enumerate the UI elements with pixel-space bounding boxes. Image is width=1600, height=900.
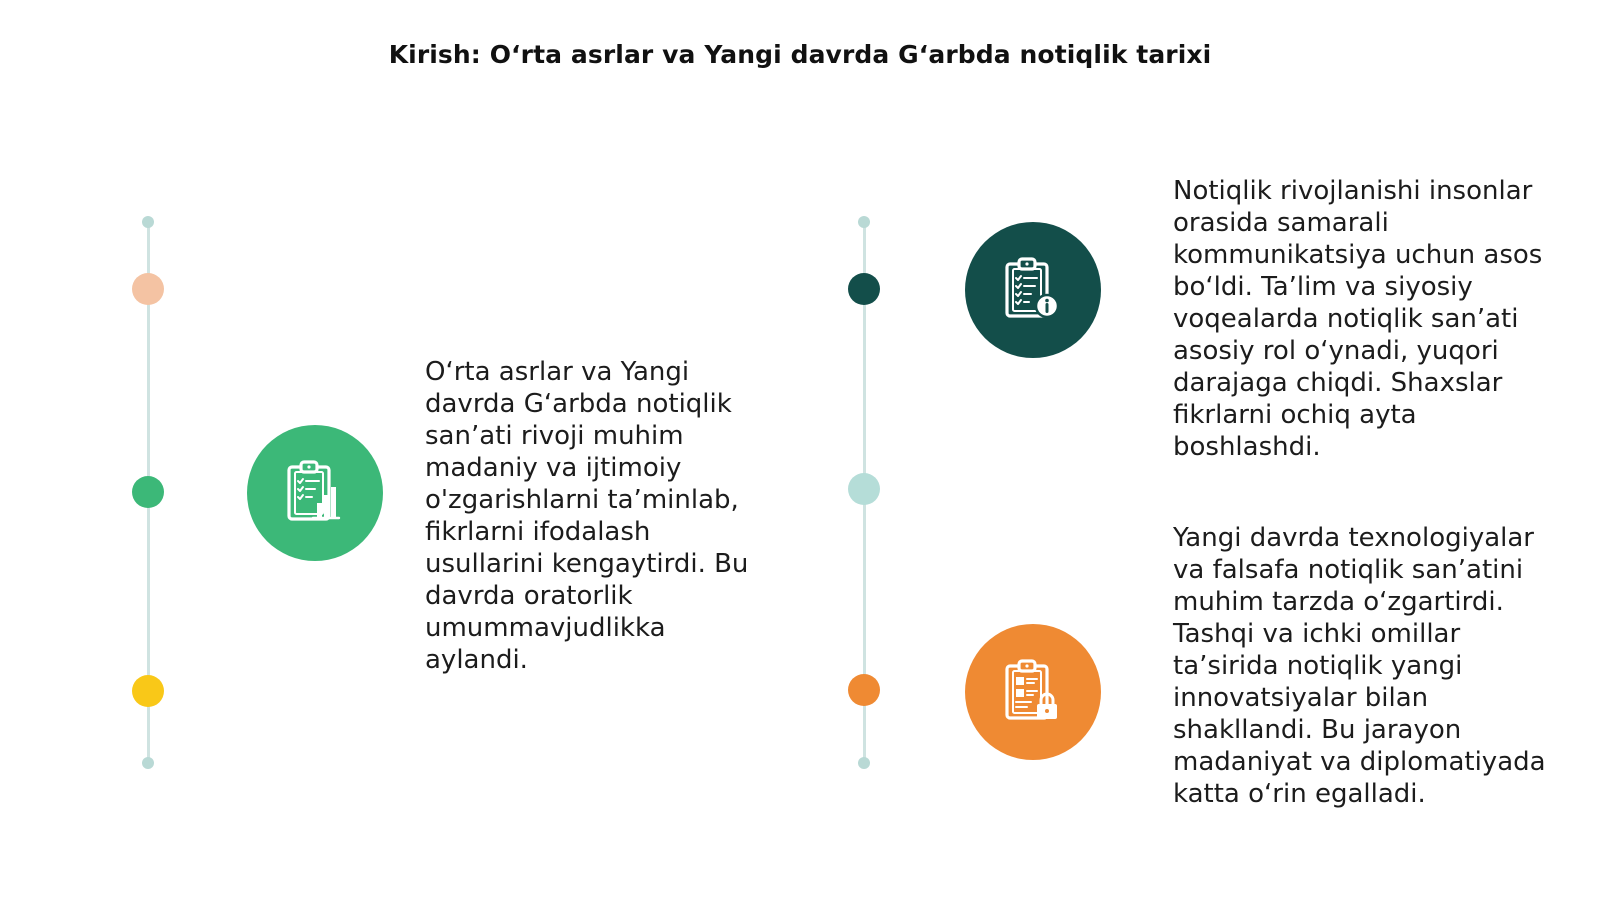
clipboard-info-icon [997, 254, 1069, 326]
clipboard-info-circle [965, 222, 1101, 358]
slide-title: Kirish: O‘rta asrlar va Yangi davrda G‘arbda notiqlik tarixi [388, 40, 1212, 69]
timeline-middle-bottom-end [858, 757, 870, 769]
clipboard-chart-circle [247, 425, 383, 561]
timeline-middle-node-orange [848, 674, 880, 706]
timeline-middle-node-light-teal [848, 473, 880, 505]
text-block-development: Notiqlik rivojlanishi insonlar orasida samarali kommunikatsiya uchun asos bo‘ldi. Ta’lim va siyosiy voqealarda notiqlik san’ati asosiy rol o‘ynadi, yuqori darajaga chiqdi. Shaxslar fikrlarni ochiq ayta boshlashdi. [1173, 176, 1543, 462]
timeline-middle-node-teal [848, 273, 880, 305]
timeline-left-top-end [142, 216, 154, 228]
timeline-left-node-green [132, 476, 164, 508]
timeline-left-node-yellow [132, 675, 164, 707]
clipboard-lock-circle [965, 624, 1101, 760]
clipboard-lock-icon [997, 656, 1069, 728]
text-block-medieval: O‘rta asrlar va Yangi davrda G‘arbda notiqlik san’ati rivoji muhim madaniy va ijtimoiy o'zgarishlarni ta’minlab, fikrlarni ifodalash usullarini kengaytirdi. Bu davrda oratorlik umummavjudlikka aylandi. [425, 357, 749, 675]
clipboard-chart-icon [279, 457, 351, 529]
timeline-left-bottom-end [142, 757, 154, 769]
text-block-modern: Yangi davrda texnologiyalar va falsafa notiqlik san’atini muhim tarzda o‘zgartirdi. Tashqi va ichki omillar ta’sirida notiqlik yangi innovatsiyalar bilan shakllandi. Bu jarayon madaniyat va diplomatiyada katta o‘rin egalladi. [1173, 523, 1546, 809]
timeline-left-node-peach [132, 273, 164, 305]
timeline-middle-top-end [858, 216, 870, 228]
